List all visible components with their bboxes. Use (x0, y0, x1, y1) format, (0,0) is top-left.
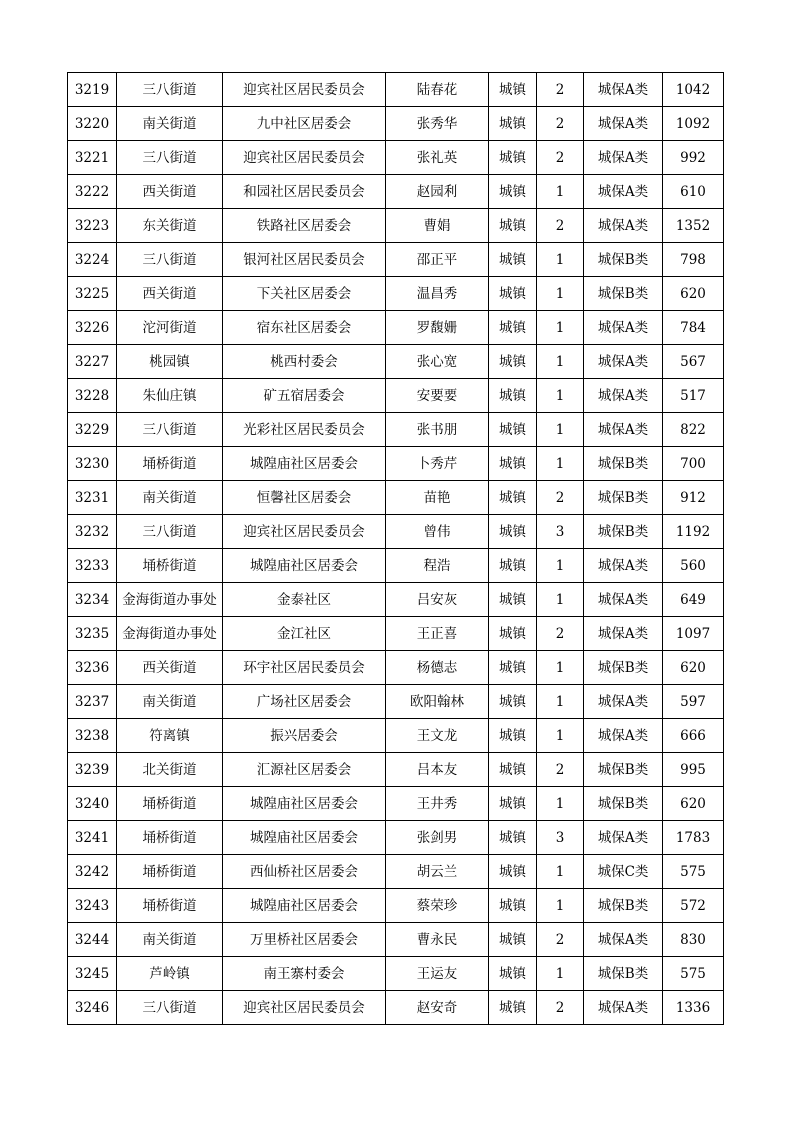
community-cell: 恒馨社区居委会 (223, 481, 386, 515)
community-cell: 宿东社区居委会 (223, 311, 386, 345)
table-row (68, 413, 724, 447)
category-cell: 城保B类 (584, 515, 663, 549)
household-count-cell: 2 (537, 141, 584, 175)
record-id-cell: 3245 (68, 957, 117, 991)
name-cell: 吕安灰 (386, 583, 489, 617)
street-cell: 三八街道 (117, 991, 223, 1025)
records-body (68, 73, 724, 1025)
household-count-cell: 1 (537, 345, 584, 379)
name-cell: 蔡荣珍 (386, 889, 489, 923)
record-id-cell: 3226 (68, 311, 117, 345)
table-row (68, 753, 724, 787)
street-cell: 埇桥街道 (117, 821, 223, 855)
category-cell: 城保A类 (584, 991, 663, 1025)
category-cell: 城保A类 (584, 345, 663, 379)
household-count-cell: 1 (537, 549, 584, 583)
area-type-cell: 城镇 (489, 413, 537, 447)
category-cell: 城保B类 (584, 243, 663, 277)
street-cell: 埇桥街道 (117, 447, 223, 481)
community-cell: 城隍庙社区居委会 (223, 821, 386, 855)
area-type-cell: 城镇 (489, 719, 537, 753)
household-count-cell: 2 (537, 481, 584, 515)
community-cell: 南王寨村委会 (223, 957, 386, 991)
table-row (68, 991, 724, 1025)
area-type-cell: 城镇 (489, 685, 537, 719)
street-cell: 三八街道 (117, 515, 223, 549)
category-cell: 城保A类 (584, 549, 663, 583)
household-count-cell: 3 (537, 515, 584, 549)
household-count-cell: 2 (537, 209, 584, 243)
name-cell: 罗馥姗 (386, 311, 489, 345)
household-count-cell: 1 (537, 855, 584, 889)
category-cell: 城保A类 (584, 73, 663, 107)
amount-cell: 597 (663, 685, 724, 719)
record-id-cell: 3235 (68, 617, 117, 651)
table-row (68, 311, 724, 345)
area-type-cell: 城镇 (489, 583, 537, 617)
name-cell: 王井秀 (386, 787, 489, 821)
community-cell: 城隍庙社区居委会 (223, 549, 386, 583)
household-count-cell: 2 (537, 107, 584, 141)
name-cell: 王运友 (386, 957, 489, 991)
street-cell: 南关街道 (117, 107, 223, 141)
community-cell: 金江社区 (223, 617, 386, 651)
table-row (68, 277, 724, 311)
table-row (68, 141, 724, 175)
category-cell: 城保A类 (584, 923, 663, 957)
household-count-cell: 1 (537, 957, 584, 991)
area-type-cell: 城镇 (489, 515, 537, 549)
street-cell: 北关街道 (117, 753, 223, 787)
household-count-cell: 2 (537, 617, 584, 651)
record-id-cell: 3224 (68, 243, 117, 277)
area-type-cell: 城镇 (489, 379, 537, 413)
household-count-cell: 1 (537, 243, 584, 277)
name-cell: 吕本友 (386, 753, 489, 787)
street-cell: 符离镇 (117, 719, 223, 753)
category-cell: 城保A类 (584, 719, 663, 753)
table-row (68, 481, 724, 515)
community-cell: 迎宾社区居民委员会 (223, 991, 386, 1025)
record-id-cell: 3237 (68, 685, 117, 719)
household-count-cell: 1 (537, 379, 584, 413)
record-id-cell: 3239 (68, 753, 117, 787)
table-row (68, 243, 724, 277)
area-type-cell: 城镇 (489, 209, 537, 243)
record-id-cell: 3240 (68, 787, 117, 821)
street-cell: 东关街道 (117, 209, 223, 243)
record-id-cell: 3228 (68, 379, 117, 413)
amount-cell: 1097 (663, 617, 724, 651)
community-cell: 矿五宿居委会 (223, 379, 386, 413)
household-count-cell: 1 (537, 889, 584, 923)
area-type-cell: 城镇 (489, 345, 537, 379)
household-count-cell: 2 (537, 991, 584, 1025)
record-id-cell: 3231 (68, 481, 117, 515)
table-row (68, 821, 724, 855)
household-count-cell: 1 (537, 685, 584, 719)
community-cell: 西仙桥社区居委会 (223, 855, 386, 889)
table-row (68, 889, 724, 923)
category-cell: 城保C类 (584, 855, 663, 889)
category-cell: 城保A类 (584, 413, 663, 447)
area-type-cell: 城镇 (489, 73, 537, 107)
amount-cell: 700 (663, 447, 724, 481)
household-count-cell: 1 (537, 277, 584, 311)
street-cell: 埇桥街道 (117, 889, 223, 923)
household-count-cell: 2 (537, 73, 584, 107)
area-type-cell: 城镇 (489, 243, 537, 277)
street-cell: 西关街道 (117, 651, 223, 685)
table-row (68, 515, 724, 549)
name-cell: 曾伟 (386, 515, 489, 549)
area-type-cell: 城镇 (489, 855, 537, 889)
community-cell: 九中社区居委会 (223, 107, 386, 141)
household-count-cell: 3 (537, 821, 584, 855)
name-cell: 张心宽 (386, 345, 489, 379)
category-cell: 城保A类 (584, 311, 663, 345)
category-cell: 城保A类 (584, 209, 663, 243)
record-id-cell: 3225 (68, 277, 117, 311)
category-cell: 城保B类 (584, 889, 663, 923)
community-cell: 迎宾社区居民委员会 (223, 141, 386, 175)
street-cell: 金海街道办事处 (117, 583, 223, 617)
area-type-cell: 城镇 (489, 651, 537, 685)
table-row (68, 345, 724, 379)
category-cell: 城保A类 (584, 107, 663, 141)
table-row (68, 583, 724, 617)
community-cell: 迎宾社区居民委员会 (223, 73, 386, 107)
name-cell: 程浩 (386, 549, 489, 583)
table-row (68, 447, 724, 481)
table-row (68, 923, 724, 957)
name-cell: 欧阳翰林 (386, 685, 489, 719)
table-row (68, 685, 724, 719)
amount-cell: 517 (663, 379, 724, 413)
amount-cell: 830 (663, 923, 724, 957)
household-count-cell: 1 (537, 583, 584, 617)
household-count-cell: 1 (537, 787, 584, 821)
record-id-cell: 3227 (68, 345, 117, 379)
records-table (67, 72, 724, 1025)
area-type-cell: 城镇 (489, 787, 537, 821)
community-cell: 城隍庙社区居委会 (223, 889, 386, 923)
area-type-cell: 城镇 (489, 889, 537, 923)
name-cell: 邵正平 (386, 243, 489, 277)
category-cell: 城保B类 (584, 447, 663, 481)
amount-cell: 1092 (663, 107, 724, 141)
record-id-cell: 3238 (68, 719, 117, 753)
name-cell: 陆春花 (386, 73, 489, 107)
household-count-cell: 1 (537, 447, 584, 481)
community-cell: 迎宾社区居民委员会 (223, 515, 386, 549)
record-id-cell: 3223 (68, 209, 117, 243)
community-cell: 城隍庙社区居委会 (223, 787, 386, 821)
record-id-cell: 3241 (68, 821, 117, 855)
street-cell: 西关街道 (117, 277, 223, 311)
amount-cell: 620 (663, 277, 724, 311)
amount-cell: 666 (663, 719, 724, 753)
name-cell: 曹永民 (386, 923, 489, 957)
household-count-cell: 2 (537, 753, 584, 787)
street-cell: 朱仙庄镇 (117, 379, 223, 413)
table-row (68, 617, 724, 651)
category-cell: 城保B类 (584, 957, 663, 991)
area-type-cell: 城镇 (489, 447, 537, 481)
area-type-cell: 城镇 (489, 481, 537, 515)
name-cell: 王文龙 (386, 719, 489, 753)
amount-cell: 1352 (663, 209, 724, 243)
amount-cell: 610 (663, 175, 724, 209)
amount-cell: 798 (663, 243, 724, 277)
table-row (68, 719, 724, 753)
community-cell: 万里桥社区居委会 (223, 923, 386, 957)
amount-cell: 620 (663, 651, 724, 685)
category-cell: 城保B类 (584, 753, 663, 787)
street-cell: 芦岭镇 (117, 957, 223, 991)
street-cell: 埇桥街道 (117, 855, 223, 889)
name-cell: 张剑男 (386, 821, 489, 855)
category-cell: 城保A类 (584, 617, 663, 651)
street-cell: 南关街道 (117, 685, 223, 719)
area-type-cell: 城镇 (489, 617, 537, 651)
household-count-cell: 1 (537, 719, 584, 753)
amount-cell: 992 (663, 141, 724, 175)
table-row (68, 549, 724, 583)
name-cell: 胡云兰 (386, 855, 489, 889)
street-cell: 西关街道 (117, 175, 223, 209)
community-cell: 环宇社区居民委员会 (223, 651, 386, 685)
community-cell: 光彩社区居民委员会 (223, 413, 386, 447)
amount-cell: 560 (663, 549, 724, 583)
record-id-cell: 3246 (68, 991, 117, 1025)
area-type-cell: 城镇 (489, 175, 537, 209)
name-cell: 张书朋 (386, 413, 489, 447)
amount-cell: 822 (663, 413, 724, 447)
record-id-cell: 3229 (68, 413, 117, 447)
community-cell: 和园社区居民委员会 (223, 175, 386, 209)
area-type-cell: 城镇 (489, 277, 537, 311)
community-cell: 城隍庙社区居委会 (223, 447, 386, 481)
name-cell: 卜秀芹 (386, 447, 489, 481)
category-cell: 城保A类 (584, 685, 663, 719)
record-id-cell: 3243 (68, 889, 117, 923)
amount-cell: 784 (663, 311, 724, 345)
community-cell: 铁路社区居委会 (223, 209, 386, 243)
record-id-cell: 3234 (68, 583, 117, 617)
area-type-cell: 城镇 (489, 991, 537, 1025)
category-cell: 城保B类 (584, 787, 663, 821)
household-count-cell: 2 (537, 923, 584, 957)
street-cell: 埇桥街道 (117, 787, 223, 821)
community-cell: 金泰社区 (223, 583, 386, 617)
street-cell: 南关街道 (117, 481, 223, 515)
table-row (68, 209, 724, 243)
street-cell: 沱河街道 (117, 311, 223, 345)
area-type-cell: 城镇 (489, 923, 537, 957)
area-type-cell: 城镇 (489, 311, 537, 345)
amount-cell: 620 (663, 787, 724, 821)
street-cell: 三八街道 (117, 73, 223, 107)
amount-cell: 575 (663, 855, 724, 889)
amount-cell: 1336 (663, 991, 724, 1025)
category-cell: 城保B类 (584, 651, 663, 685)
name-cell: 张秀华 (386, 107, 489, 141)
community-cell: 桃西村委会 (223, 345, 386, 379)
table-row (68, 107, 724, 141)
area-type-cell: 城镇 (489, 821, 537, 855)
record-id-cell: 3244 (68, 923, 117, 957)
amount-cell: 995 (663, 753, 724, 787)
community-cell: 下关社区居委会 (223, 277, 386, 311)
street-cell: 埇桥街道 (117, 549, 223, 583)
category-cell: 城保A类 (584, 141, 663, 175)
amount-cell: 649 (663, 583, 724, 617)
amount-cell: 575 (663, 957, 724, 991)
name-cell: 赵安奇 (386, 991, 489, 1025)
table-row (68, 73, 724, 107)
name-cell: 曹娟 (386, 209, 489, 243)
community-cell: 振兴居委会 (223, 719, 386, 753)
street-cell: 金海街道办事处 (117, 617, 223, 651)
name-cell: 温昌秀 (386, 277, 489, 311)
street-cell: 桃园镇 (117, 345, 223, 379)
area-type-cell: 城镇 (489, 549, 537, 583)
community-cell: 银河社区居民委员会 (223, 243, 386, 277)
record-id-cell: 3222 (68, 175, 117, 209)
amount-cell: 912 (663, 481, 724, 515)
household-count-cell: 1 (537, 413, 584, 447)
record-id-cell: 3236 (68, 651, 117, 685)
amount-cell: 572 (663, 889, 724, 923)
category-cell: 城保A类 (584, 821, 663, 855)
name-cell: 王正喜 (386, 617, 489, 651)
household-count-cell: 1 (537, 175, 584, 209)
table-row (68, 787, 724, 821)
amount-cell: 1192 (663, 515, 724, 549)
community-cell: 广场社区居委会 (223, 685, 386, 719)
street-cell: 三八街道 (117, 413, 223, 447)
name-cell: 杨德志 (386, 651, 489, 685)
street-cell: 三八街道 (117, 243, 223, 277)
area-type-cell: 城镇 (489, 141, 537, 175)
table-row (68, 957, 724, 991)
household-count-cell: 1 (537, 311, 584, 345)
area-type-cell: 城镇 (489, 957, 537, 991)
table-row (68, 379, 724, 413)
record-id-cell: 3233 (68, 549, 117, 583)
name-cell: 苗艳 (386, 481, 489, 515)
record-id-cell: 3230 (68, 447, 117, 481)
record-id-cell: 3221 (68, 141, 117, 175)
table-row (68, 651, 724, 685)
name-cell: 张礼英 (386, 141, 489, 175)
record-id-cell: 3232 (68, 515, 117, 549)
record-id-cell: 3220 (68, 107, 117, 141)
category-cell: 城保A类 (584, 175, 663, 209)
record-id-cell: 3219 (68, 73, 117, 107)
table-row (68, 175, 724, 209)
table-row (68, 855, 724, 889)
household-count-cell: 1 (537, 651, 584, 685)
area-type-cell: 城镇 (489, 753, 537, 787)
amount-cell: 567 (663, 345, 724, 379)
name-cell: 赵园利 (386, 175, 489, 209)
category-cell: 城保B类 (584, 481, 663, 515)
name-cell: 安要要 (386, 379, 489, 413)
category-cell: 城保A类 (584, 379, 663, 413)
street-cell: 三八街道 (117, 141, 223, 175)
record-id-cell: 3242 (68, 855, 117, 889)
amount-cell: 1783 (663, 821, 724, 855)
category-cell: 城保B类 (584, 277, 663, 311)
area-type-cell: 城镇 (489, 107, 537, 141)
category-cell: 城保A类 (584, 583, 663, 617)
community-cell: 汇源社区居委会 (223, 753, 386, 787)
street-cell: 南关街道 (117, 923, 223, 957)
amount-cell: 1042 (663, 73, 724, 107)
